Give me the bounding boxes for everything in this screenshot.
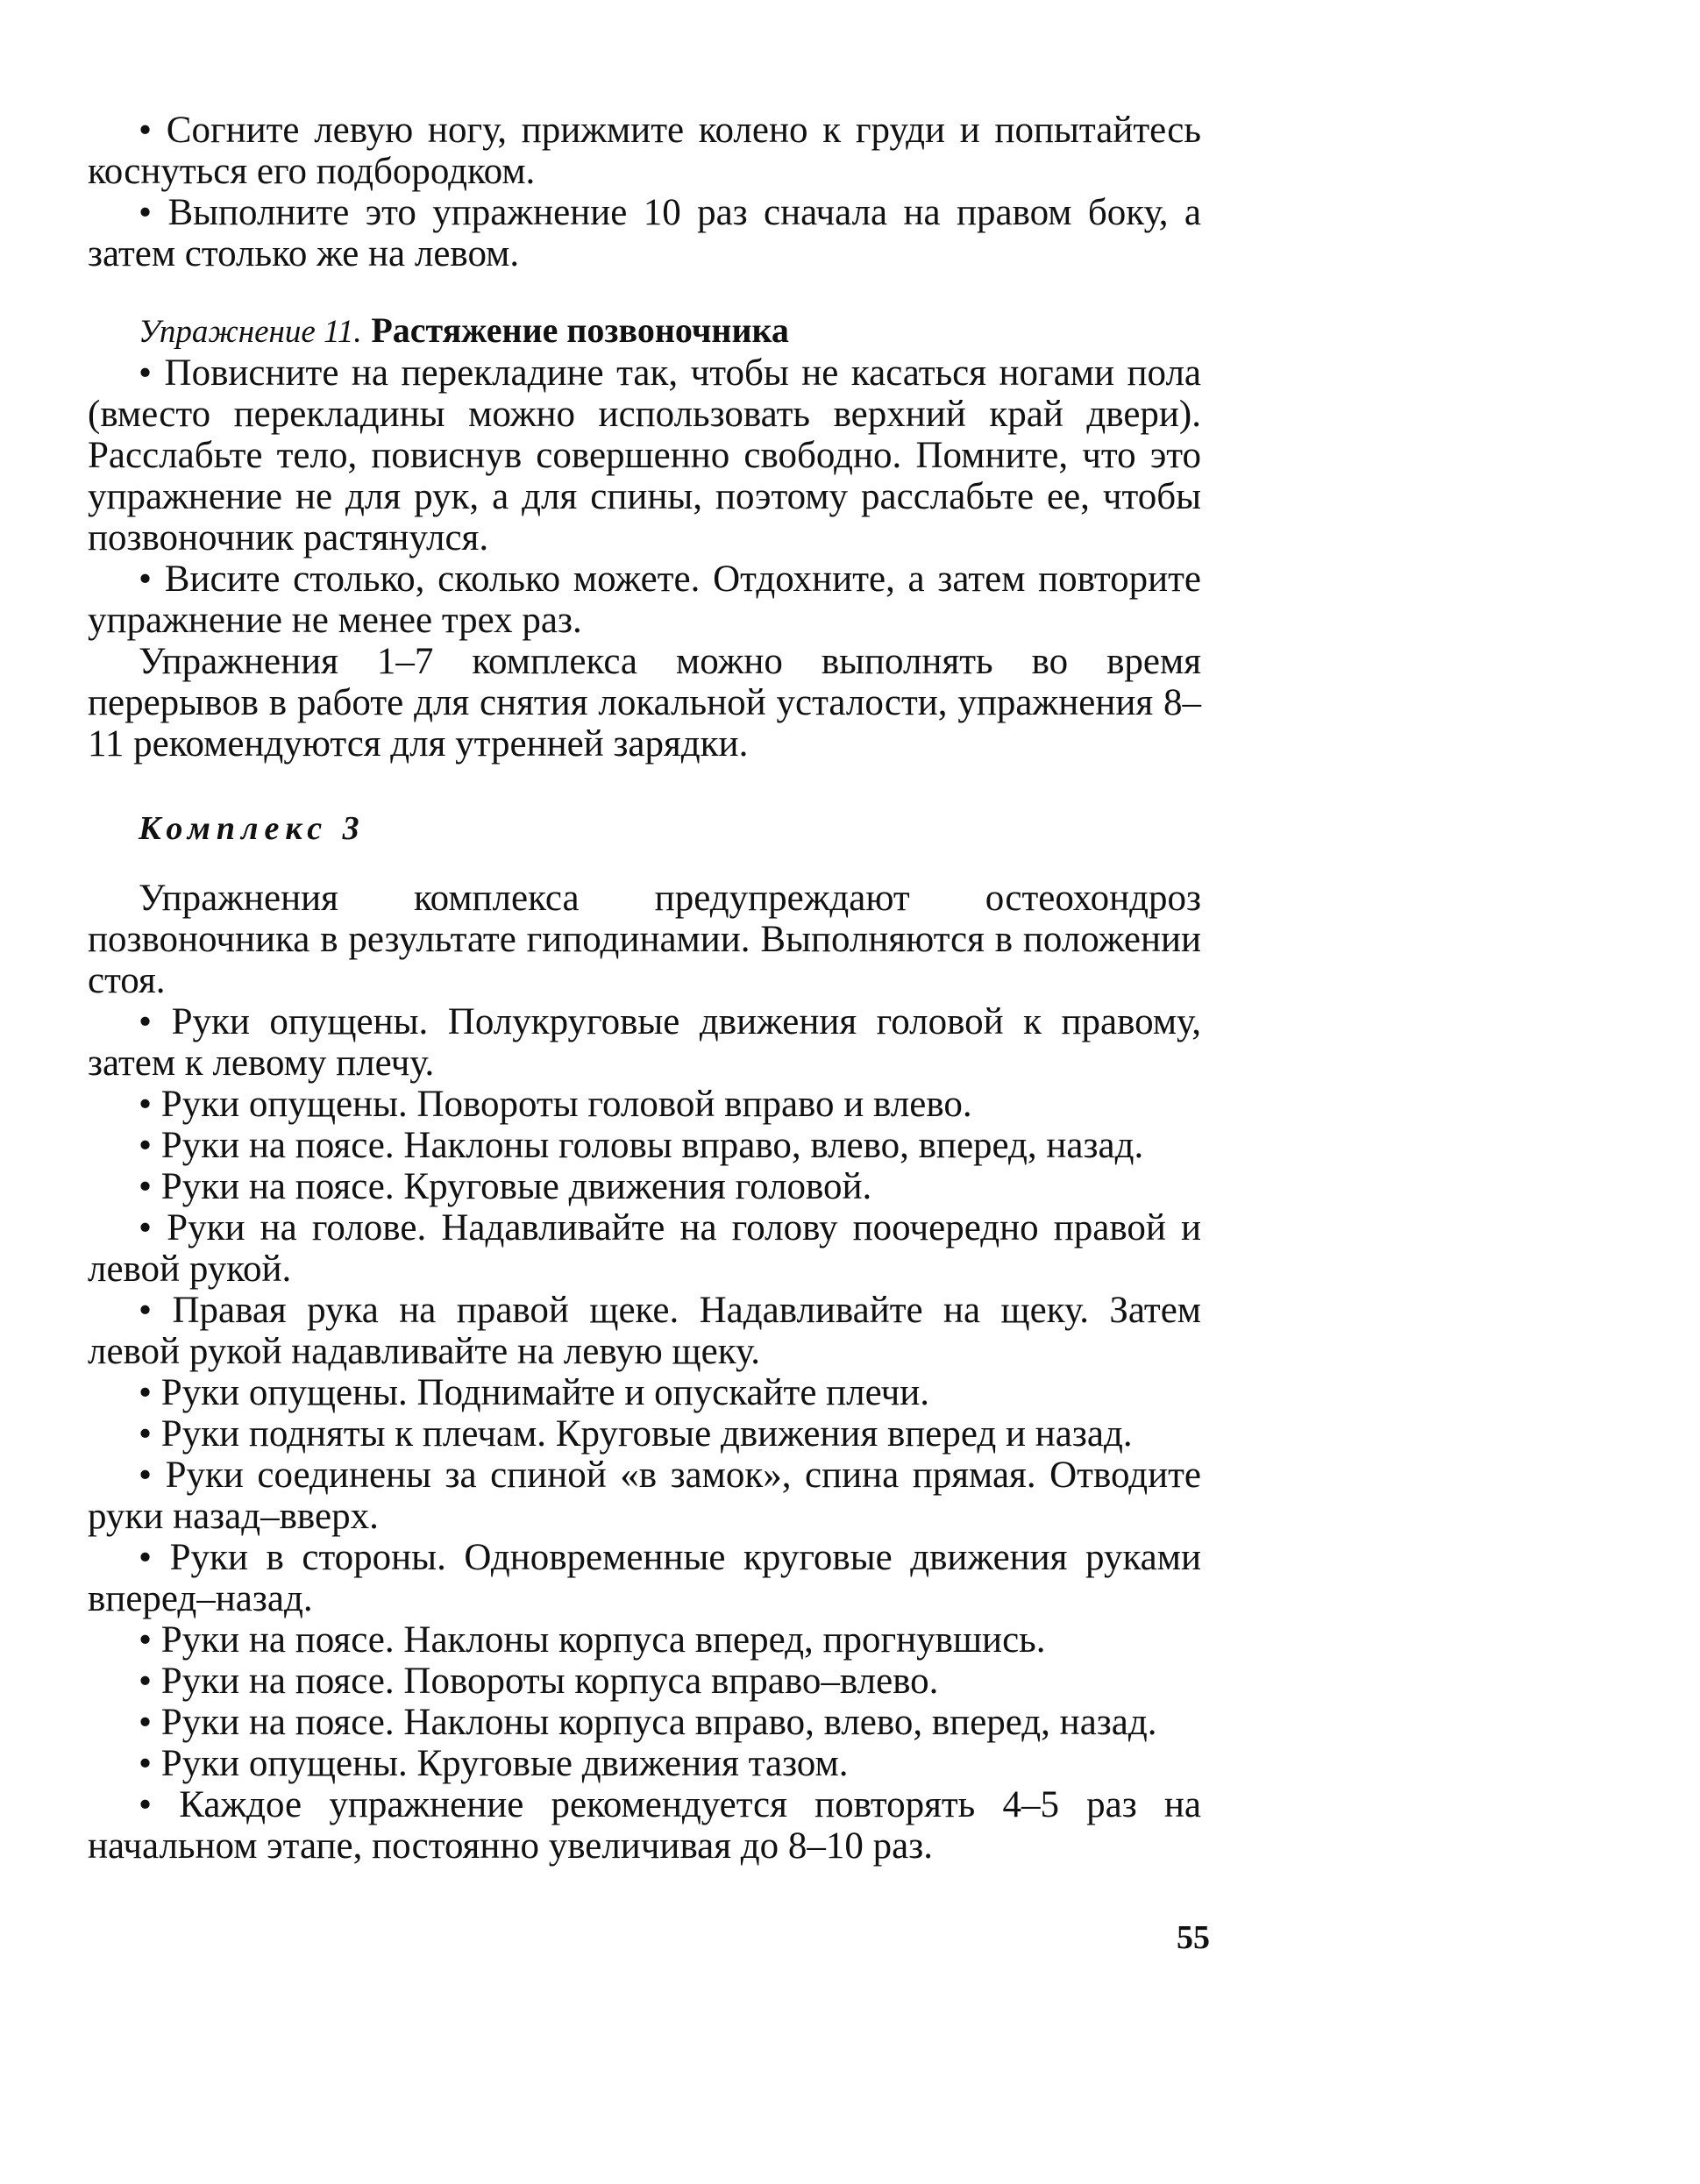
complex-item: • Руки опущены. Поднимайте и опускайте плечи. [139,1372,930,1413]
complex-item: • Руки на поясе. Наклоны головы вправо, влево, вперед, назад. [139,1125,1144,1166]
exercise-paragraph: • Висите столько, сколько можете. Отдохните, а затем повторите упражнение не менее трех раз. [88,558,1201,641]
complex-item: • Руки на голове. Надавливайте на голову поочередно правой и левой рукой. [88,1207,1201,1290]
complex-item: • Руки соединены за спиной «в замок», спина прямая. Отводите руки назад–вверх. [88,1455,1201,1537]
complex-item: • Руки опущены. Полукруговые движения головой к правому, затем к левому плечу. [88,1001,1201,1084]
complex-3-section [88,808,1201,1867]
complex-intro: Упражнения комплекса предупреждают остеохондроз позвоночника в результате гиподинамии. Выполняются в положении стоя. [88,878,1201,1001]
exercise-paragraph: Упражнения 1–7 комплекса можно выполнять во время перерывов в работе для снятия локальной усталости, упражнения 8–11 рекомендуются для утренней зарядки. [88,641,1201,765]
complex-item: • Руки на поясе. Наклоны корпуса вперед, прогнувшись. [139,1619,1046,1661]
complex-item: • Руки подняты к плечам. Круговые движения вперед и назад. [139,1413,1133,1455]
complex-item: • Руки в стороны. Одновременные круговые движения руками вперед–назад. [88,1537,1201,1619]
exercise-11-section [88,309,1201,765]
page-content [88,110,1201,1867]
complex-item: • Руки опущены. Повороты головой вправо и влево. [139,1084,972,1125]
complex-item: • Руки на поясе. Наклоны корпуса вправо, влево, вперед, назад. [139,1702,1157,1743]
complex-heading: Комплекс 3 [139,810,366,847]
instruction-paragraph: • Согните левую ногу, прижмите колено к груди и попытайтесь коснуться его подбородком. [88,110,1201,192]
exercise-title: Растяжение позвоночника [371,310,789,350]
complex-item: • Каждое упражнение рекомендуется повторять 4–5 раз на начальном этапе, постоянно увеличивая до 8–10 раз. [88,1784,1201,1867]
exercise-paragraph: • Повисните на перекладине так, чтобы не касаться ногами пола (вместо перекладины можно использовать верхний край двери). Расслабьте тело, повиснув совершенно свободно. Помните, что это упражнение не для рук, а для спины, поэтому расслабьте ее, чтобы позвоночник растянулся. [88,352,1201,558]
complex-item: • Руки на поясе. Круговые движения головой. [139,1166,872,1207]
complex-item: • Руки на поясе. Повороты корпуса вправо–влево. [139,1661,939,1702]
page-number: 55 [1177,1919,1210,1956]
instruction-paragraph: • Выполните это упражнение 10 раз сначала на правом боку, а затем столько же на левом. [88,192,1201,274]
exercise-heading [88,309,1201,352]
complex-item: • Правая рука на правой щеке. Надавливайте на щеку. Затем левой рукой надавливайте на левую щеку. [88,1290,1201,1372]
top-section [88,110,1201,274]
complex-item: • Руки опущены. Круговые движения тазом. [139,1743,849,1784]
exercise-label: Упражнение 11. [139,314,362,350]
